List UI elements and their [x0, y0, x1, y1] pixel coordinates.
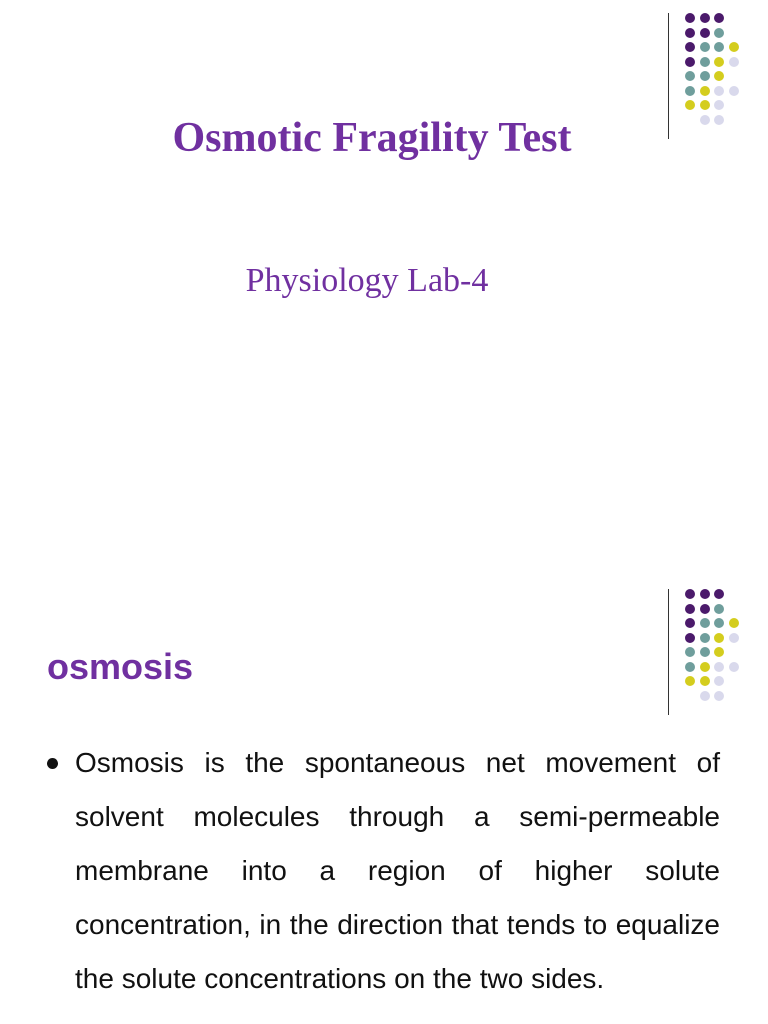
- decor-dot: [685, 662, 695, 672]
- decor-dot: [685, 100, 695, 110]
- bullet-list: [47, 736, 720, 1006]
- decor-dot: [700, 691, 710, 701]
- slide-subtitle: Physiology Lab-4: [245, 262, 489, 299]
- decor-dot: [685, 618, 695, 628]
- decor-dot: [714, 100, 724, 110]
- decor-dot: [685, 86, 695, 96]
- bullet-dot-icon: [47, 758, 58, 769]
- decor-dot: [714, 676, 724, 686]
- decor-dot: [685, 647, 695, 657]
- decor-dot: [729, 662, 739, 672]
- decor-dot: [685, 633, 695, 643]
- decor-dot: [714, 28, 724, 38]
- slide-heading: osmosis: [47, 646, 194, 687]
- slide-osmosis: [0, 576, 768, 1024]
- decor-dot: [685, 42, 695, 52]
- decor-dot: [700, 71, 710, 81]
- decor-dot: [685, 28, 695, 38]
- decor-dot: [700, 633, 710, 643]
- decor-dot: [685, 13, 695, 23]
- decor-dot: [700, 676, 710, 686]
- decor-dot: [729, 42, 739, 52]
- decor-dot: [685, 676, 695, 686]
- decor-dot: [685, 589, 695, 599]
- decor-dot: [700, 100, 710, 110]
- decor-dot: [700, 28, 710, 38]
- decor-dot: [700, 604, 710, 614]
- bullet-item: [47, 736, 720, 1006]
- dot-grid-icon: [668, 589, 768, 729]
- decor-dot: [714, 604, 724, 614]
- decor-dot: [700, 57, 710, 67]
- decor-dot: [700, 647, 710, 657]
- decor-dot: [714, 647, 724, 657]
- decor-dot: [714, 42, 724, 52]
- decor-dot: [714, 589, 724, 599]
- decor-dot: [714, 57, 724, 67]
- decor-dot: [729, 57, 739, 67]
- decor-dot: [700, 662, 710, 672]
- decor-dot: [700, 86, 710, 96]
- decor-dot: [700, 618, 710, 628]
- slide-title-heading: Osmotic Fragility Test: [172, 115, 572, 161]
- bullet-text: Osmosis is the spontaneous net movement of solvent molecules through a semi-permeable membrane into a region of higher solute concentration, in the direction that tends to equalize the solute concentrations on the two sides.: [75, 747, 720, 994]
- decor-dot: [700, 589, 710, 599]
- decor-dot: [700, 42, 710, 52]
- decor-dot: [729, 86, 739, 96]
- decor-dot: [714, 633, 724, 643]
- decor-dot: [714, 691, 724, 701]
- decor-dot: [685, 71, 695, 81]
- decor-dot: [685, 57, 695, 67]
- decor-dot: [729, 633, 739, 643]
- decor-dot: [714, 71, 724, 81]
- decor-dot: [714, 13, 724, 23]
- decor-dot: [729, 618, 739, 628]
- decor-dot: [714, 662, 724, 672]
- decor-dot: [700, 13, 710, 23]
- decor-divider-line: [668, 589, 669, 715]
- decor-dot: [714, 86, 724, 96]
- decor-dot: [714, 618, 724, 628]
- decor-dot: [685, 604, 695, 614]
